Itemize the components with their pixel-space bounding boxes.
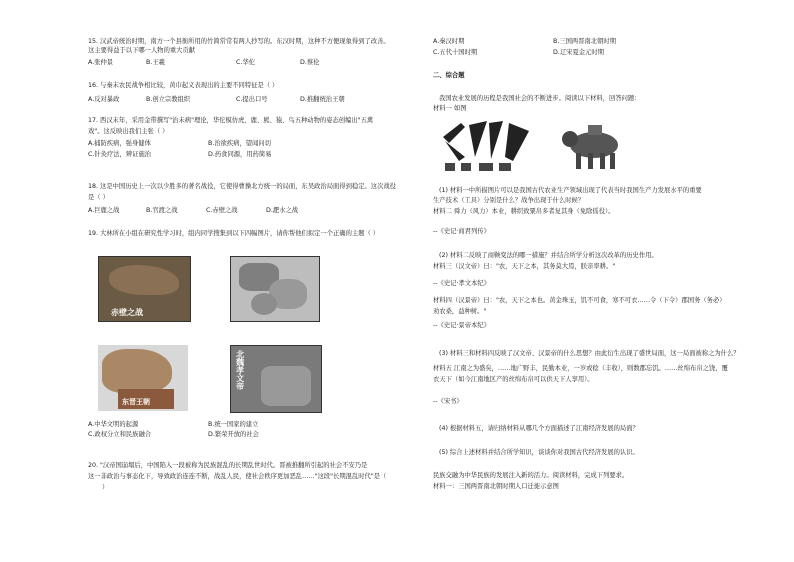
q16-option-c: C.提出口号 — [236, 96, 268, 103]
q18-option-d: D.淝水之战 — [266, 207, 299, 214]
xiaowen-caption: 北魏孝文帝 — [235, 350, 245, 390]
q20-option-b: B.三国两晋南北朝时期 — [553, 38, 616, 45]
source-2: --《史记·孝文本纪》 — [433, 280, 490, 287]
q16-option-b: B.创立宗教组织 — [146, 96, 191, 103]
three-kingdoms-map-image — [230, 256, 320, 322]
q18-stem-line2: 是（ ） — [88, 194, 109, 201]
question-3: (3) 材料三和材料四反映了汉文帝、汉景帝的什么思想？由此衍生出现了盛世局面，这一局面被称之为什么？ — [439, 350, 740, 357]
material-5-line2: 衣天下（如今江南地区产的丝绵布帛可以供天下人享用）。 — [433, 376, 594, 383]
eastern-jin-caption: 东晋王朝 — [122, 398, 150, 407]
q15-option-a: A.张仲景 — [88, 59, 114, 66]
q19-option-a: A.中华文明的起源 — [88, 421, 139, 428]
xiaowen-emperor-image — [230, 345, 322, 413]
q15-option-c: C.华佗 — [236, 59, 255, 66]
q17-stem-line2: 戏"。这反映出我们主张（ ） — [88, 128, 169, 135]
source-1: --《史记·商君列传》 — [433, 228, 490, 235]
source-4: --《宋书》 — [433, 398, 463, 405]
material-3-text: 材料三（汉文帝）曰："农，天下之本，其务莫大焉，朕亲率耕。" — [433, 263, 616, 270]
q19-stem: 19. 大林所在小组在研究性学习时，组内同学搜集到以下四幅图片，请你帮他们拟定一个正确的主题（ ） — [88, 230, 380, 237]
q18-option-b: B.官渡之战 — [146, 207, 178, 214]
red-cliff-caption: 赤壁之战 — [111, 308, 143, 318]
part-2-intro: 民族交融为中华民族的发展注入新的活力。阅读材料，完成下列要求。 — [433, 472, 629, 479]
q17-option-a: A.捕防疾病，强身健体 — [88, 140, 151, 147]
q17-stem-line1: 17. 西汉末年，采用金带撰写"治未病"理论，华佗模仿虎、鹿、熊、猿、鸟五种动物的姿态创编出"五禽 — [88, 117, 374, 124]
q16-stem: 16. 与秦末农民战争相比较，黄巾起义表现出的主要不同特征是（ ） — [88, 82, 279, 89]
q17-option-b: B.治欲疾病，望闻问切 — [208, 140, 271, 147]
section-title: 二、综合题 — [433, 72, 465, 79]
q20-option-c: C.五代十国时期 — [433, 49, 478, 56]
question-1-line1: (1) 材料一中所描图片可以是我国古代农业生产领域出现了代表当时我国生产力发展水平的重要 — [439, 187, 702, 194]
q15-option-d: D.蔡伦 — [300, 59, 320, 66]
question-5: (5) 综合上述材料并结合所学知识，谈谈你对我国古代经济发展的认识。 — [439, 449, 639, 456]
q15-stem-line2: 这主要得益于以下哪一人物的重大贡献 — [88, 47, 196, 54]
q18-stem-line1: 18. 这是中国历史上一次以少胜多的著名战役，它使得曹操北方统一的局面，东吴政治局面得到稳定。这次战役 — [88, 183, 396, 190]
q16-option-a: A.反对暴政 — [88, 96, 120, 103]
q17-option-c: C.针灸疗法，辨证施治 — [88, 151, 152, 158]
question-2: (2) 材料二反映了商鞅变法的哪一措施？并结合所学分析这次改革的历史作用。 — [439, 252, 658, 259]
source-3: --《史记·景帝本纪》 — [433, 322, 490, 329]
q17-option-d: D.药食同源，用药简易 — [208, 151, 272, 158]
q19-option-c: C.政权分立和民族融合 — [88, 431, 152, 438]
red-cliff-battle-image — [98, 256, 191, 322]
q20-stem-line3: ） — [102, 484, 109, 491]
material-6-text: 材料一：三国两晋南北朝时期人口迁徙示意图 — [433, 483, 559, 490]
q20-option-a: A.秦汉时期 — [433, 38, 465, 45]
q18-option-a: A.巨鹿之战 — [88, 207, 120, 214]
eastern-jin-map-image — [98, 345, 188, 411]
farm-tools-image — [439, 117, 547, 173]
material-5-line1: 材料五 江南之为盛矣，……地广野丰，民勤本业，一岁或稔（丰收），则数郡忘饥。……丝绵布帛之饶，覆 — [433, 365, 728, 372]
bronze-ox-image — [558, 115, 628, 175]
q15-option-b: B.王羲 — [146, 59, 165, 66]
q20-stem-line1: 20. "汉帝国崩塌后，中国陷入一段被称为民族混乱的长期乱世时代。晋被推翻所引起的社会不安乃是 — [88, 462, 368, 469]
q16-option-d: D.推翻统治王朝 — [300, 96, 345, 103]
question-1-line2: 生产技术（工具）分别是什么？战争出现于什么时候？ — [433, 197, 585, 204]
question-4: (4) 根据材料五，请归纳材料从哪几个方面描述了江南经济发展的局面？ — [439, 425, 639, 432]
material-1-label: 材料一 如图 — [433, 105, 467, 112]
q19-option-b: B.统一国家的建立 — [208, 421, 259, 428]
material-4-line2: 劝农桑，益种树。" — [433, 308, 487, 315]
material-2-text: 材料二 舜力（风力）本业，耕织致粟帛多者复其身（免除徭役）。 — [433, 208, 615, 215]
q18-option-c: C.赤壁之战 — [206, 207, 238, 214]
q20-stem-line2: 这一非政治与事态化下，导致政治连连不断，战乱人民，使社会秩序更加恶乱……"这段"长期混乱时代"是（ — [88, 473, 387, 480]
intro-text: 我国农业发展的历程是我国社会的不断进步。阅读以下材料，回答问题： — [439, 95, 641, 102]
q15-stem-line1: 15. 汉武帝统治时期，南方一个县衙所用的竹简常常有两人抄写的。东汉时期，这种不方便现象得到了改善。 — [88, 38, 390, 45]
material-4-line1: 材料四（汉景帝）曰："农，天下之本也。黄金珠玉，饥不可食，寒不可衣……令（下令）郡国务（务必） — [433, 297, 726, 304]
q19-option-d: D.繁荣开放的社会 — [208, 431, 259, 438]
q20-option-d: D.辽宋夏金元时期 — [553, 49, 604, 56]
